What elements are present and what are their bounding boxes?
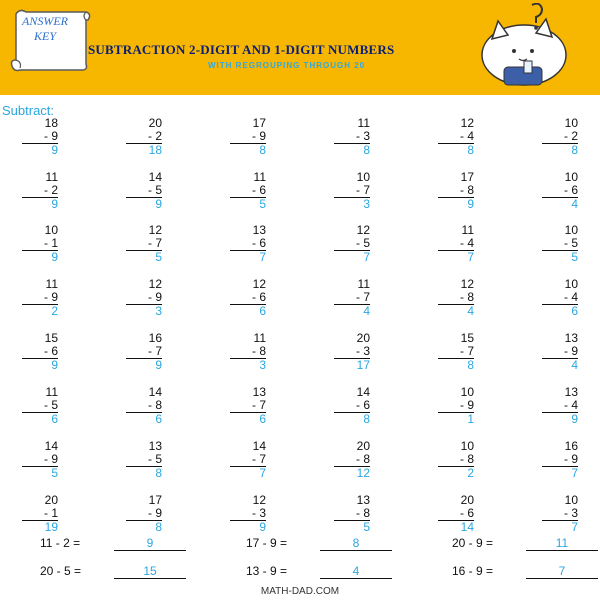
- subtrahend: - 9: [22, 453, 58, 467]
- equation-text: 17 - 9 =: [246, 536, 288, 550]
- minuend: 18: [44, 116, 58, 130]
- answer-value: 4: [467, 304, 474, 318]
- minuend: 20: [356, 439, 370, 453]
- subtrahend: - 8: [334, 453, 370, 467]
- minuend: 15: [460, 331, 474, 345]
- minuend: 14: [148, 385, 162, 399]
- minuend: 11: [253, 331, 266, 345]
- minuend: 11: [45, 385, 58, 399]
- subtrahend: - 6: [542, 184, 578, 198]
- subtrahend: - 9: [126, 507, 162, 521]
- horizontal-problem: [40, 536, 186, 551]
- answer-value: 2: [51, 304, 58, 318]
- minuend: 10: [564, 116, 578, 130]
- minuend: 17: [252, 116, 266, 130]
- subtrahend: - 7: [334, 291, 370, 305]
- minuend: 13: [564, 385, 578, 399]
- equation-text: 16 - 9 =: [452, 564, 494, 578]
- problem-item: [444, 171, 474, 211]
- answer-value: 8: [467, 143, 474, 157]
- horizontal-problem: [40, 564, 186, 579]
- answer-value: 6: [571, 304, 578, 318]
- problem-item: [548, 117, 578, 157]
- answer-value: 3: [155, 304, 162, 318]
- answer-value: 7: [571, 466, 578, 480]
- answer-blank: 11: [526, 536, 598, 551]
- answer-value: 3: [363, 197, 370, 211]
- minuend: 17: [460, 170, 474, 184]
- answer-value: 7: [259, 466, 266, 480]
- subtrahend: - 2: [22, 184, 58, 198]
- answer-value: 12: [356, 466, 370, 480]
- minuend: 11: [45, 277, 58, 291]
- subtrahend: - 9: [22, 291, 58, 305]
- minuend: 11: [45, 170, 58, 184]
- footer-site-name: MATH-DAD.COM: [260, 586, 340, 597]
- subtrahend: - 7: [126, 345, 162, 359]
- answer-value: 9: [571, 412, 578, 426]
- minuend: 11: [253, 170, 266, 184]
- answer-value: 14: [460, 520, 474, 534]
- subtrahend: - 7: [126, 237, 162, 251]
- problem-item: [236, 386, 266, 426]
- answer-value: 19: [44, 520, 58, 534]
- minuend: 12: [148, 277, 162, 291]
- answer-value: 7: [571, 520, 578, 534]
- subtrahend: - 4: [542, 291, 578, 305]
- subtrahend: - 7: [438, 345, 474, 359]
- problem-item: [132, 440, 162, 480]
- subtrahend: - 6: [230, 291, 266, 305]
- minuend: 13: [148, 439, 162, 453]
- subtrahend: - 8: [334, 507, 370, 521]
- answer-value: 9: [51, 197, 58, 211]
- answer-blank: 4: [320, 564, 392, 579]
- minuend: 11: [357, 277, 370, 291]
- problem-item: [236, 117, 266, 157]
- answer-value: 9: [51, 358, 58, 372]
- answer-value: 6: [259, 412, 266, 426]
- problem-item: [236, 224, 266, 264]
- minuend: 14: [44, 439, 58, 453]
- answer-value: 5: [51, 466, 58, 480]
- problem-item: [548, 224, 578, 264]
- subtrahend: - 3: [334, 345, 370, 359]
- problem-item: [132, 278, 162, 318]
- problem-item: [548, 494, 578, 534]
- subtrahend: - 6: [230, 237, 266, 251]
- problem-item: [340, 386, 370, 426]
- subtrahend: - 7: [230, 453, 266, 467]
- answer-blank: 9: [114, 536, 186, 551]
- minuend: 12: [460, 116, 474, 130]
- problem-item: [132, 386, 162, 426]
- problem-item: [444, 117, 474, 157]
- subtrahend: - 5: [126, 184, 162, 198]
- minuend: 20: [356, 331, 370, 345]
- minuend: 14: [356, 385, 370, 399]
- answer-value: 4: [571, 197, 578, 211]
- answer-value: 7: [259, 250, 266, 264]
- answer-value: 8: [467, 358, 474, 372]
- answer-value: 5: [363, 520, 370, 534]
- problem-item: [236, 494, 266, 534]
- answer-value: 1: [467, 412, 474, 426]
- problem-item: [340, 171, 370, 211]
- subtrahend: - 5: [126, 453, 162, 467]
- subtrahend: - 3: [334, 130, 370, 144]
- answer-value: 4: [363, 304, 370, 318]
- minuend: 16: [564, 439, 578, 453]
- minuend: 12: [356, 223, 370, 237]
- problem-item: [132, 171, 162, 211]
- minuend: 12: [252, 493, 266, 507]
- subtrahend: - 7: [230, 399, 266, 413]
- subtrahend: - 3: [542, 507, 578, 521]
- answer-value: 3: [259, 358, 266, 372]
- answer-value: 8: [571, 143, 578, 157]
- answer-value: 9: [51, 143, 58, 157]
- problem-item: [340, 440, 370, 480]
- subtrahend: - 9: [126, 291, 162, 305]
- minuend: 13: [252, 385, 266, 399]
- answer-value: 5: [571, 250, 578, 264]
- minuend: 16: [148, 331, 162, 345]
- problem-item: [444, 386, 474, 426]
- problem-item: [132, 117, 162, 157]
- minuend: 20: [44, 493, 58, 507]
- subtrahend: - 4: [542, 399, 578, 413]
- minuend: 10: [356, 170, 370, 184]
- equation-text: 13 - 9 =: [246, 564, 288, 578]
- answer-value: 17: [356, 358, 370, 372]
- subtrahend: - 6: [438, 507, 474, 521]
- problem-item: [340, 117, 370, 157]
- problem-item: [548, 278, 578, 318]
- answer-key-badge: [14, 14, 76, 44]
- answer-key-line-1: ANSWER: [22, 14, 68, 28]
- answer-blank: 15: [114, 564, 186, 579]
- subtrahend: - 3: [230, 507, 266, 521]
- problem-item: [28, 386, 58, 426]
- answer-value: 9: [51, 250, 58, 264]
- answer-key-line-2: KEY: [33, 29, 56, 43]
- answer-value: 6: [155, 412, 162, 426]
- minuend: 10: [564, 277, 578, 291]
- subtrahend: - 6: [22, 345, 58, 359]
- equation-text: 11 - 2 =: [40, 536, 81, 550]
- minuend: 12: [252, 277, 266, 291]
- problem-item: [340, 332, 370, 372]
- horizontal-problem: [452, 536, 598, 551]
- answer-value: 8: [155, 466, 162, 480]
- minuend: 13: [564, 331, 578, 345]
- minuend: 10: [564, 170, 578, 184]
- equation-text: 20 - 9 =: [452, 536, 494, 550]
- problem-item: [444, 494, 474, 534]
- page-subtitle: WITH REGROUPING THROUGH 20: [208, 61, 366, 70]
- minuend: 17: [148, 493, 162, 507]
- subtrahend: - 9: [542, 453, 578, 467]
- horizontal-problem: [246, 564, 392, 579]
- subtrahend: - 5: [22, 399, 58, 413]
- subtrahend: - 5: [542, 237, 578, 251]
- answer-value: 5: [155, 250, 162, 264]
- answer-value: 18: [148, 143, 162, 157]
- minuend: 12: [460, 277, 474, 291]
- minuend: 15: [44, 331, 58, 345]
- subtrahend: - 8: [438, 453, 474, 467]
- answer-value: 9: [259, 520, 266, 534]
- subtrahend: - 1: [22, 507, 58, 521]
- problem-item: [28, 332, 58, 372]
- answer-value: 5: [259, 197, 266, 211]
- subtrahend: - 2: [542, 130, 578, 144]
- minuend: 14: [252, 439, 266, 453]
- horizontal-problem: [246, 536, 392, 551]
- minuend: 13: [356, 493, 370, 507]
- problem-item: [132, 332, 162, 372]
- answer-value: 9: [155, 358, 162, 372]
- minuend: 10: [44, 223, 58, 237]
- problem-item: [236, 332, 266, 372]
- subtrahend: - 9: [22, 130, 58, 144]
- answer-value: 7: [467, 250, 474, 264]
- answer-value: 8: [259, 143, 266, 157]
- subtrahend: - 8: [230, 345, 266, 359]
- subtrahend: - 9: [542, 345, 578, 359]
- answer-value: 8: [155, 520, 162, 534]
- answer-value: 6: [259, 304, 266, 318]
- subtrahend: - 9: [438, 399, 474, 413]
- answer-value: 8: [363, 412, 370, 426]
- subtrahend: - 7: [334, 184, 370, 198]
- problem-item: [132, 494, 162, 534]
- subtrahend: - 6: [334, 399, 370, 413]
- answer-value: 8: [363, 143, 370, 157]
- equation-text: 20 - 5 =: [40, 564, 82, 578]
- answer-blank: 8: [320, 536, 392, 551]
- problem-item: [236, 171, 266, 211]
- problem-item: [28, 494, 58, 534]
- subtrahend: - 5: [334, 237, 370, 251]
- horizontal-problem: [452, 564, 598, 579]
- problem-item: [28, 440, 58, 480]
- problem-item: [28, 171, 58, 211]
- problem-item: [340, 224, 370, 264]
- problem-item: [340, 494, 370, 534]
- problem-item: [28, 117, 58, 157]
- problem-item: [340, 278, 370, 318]
- problem-item: [236, 278, 266, 318]
- minuend: 20: [148, 116, 162, 130]
- subtrahend: - 8: [438, 291, 474, 305]
- answer-value: 9: [155, 197, 162, 211]
- problem-item: [548, 440, 578, 480]
- answer-value: 2: [467, 466, 474, 480]
- minuend: 13: [252, 223, 266, 237]
- problem-item: [444, 332, 474, 372]
- problem-item: [548, 171, 578, 211]
- subtrahend: - 6: [230, 184, 266, 198]
- minuend: 11: [461, 223, 474, 237]
- minuend: 10: [460, 385, 474, 399]
- instruction-label: Subtract:: [2, 103, 55, 118]
- problem-item: [132, 224, 162, 264]
- minuend: 10: [564, 223, 578, 237]
- header-banner: [0, 0, 600, 95]
- subtrahend: - 8: [438, 184, 474, 198]
- subtrahend: - 4: [438, 130, 474, 144]
- minuend: 14: [148, 170, 162, 184]
- subtrahend: - 9: [230, 130, 266, 144]
- subtrahend: - 2: [126, 130, 162, 144]
- minuend: 20: [460, 493, 474, 507]
- page-title: SUBTRACTION 2-DIGIT AND 1-DIGIT NUMBERS: [88, 42, 395, 57]
- problem-item: [444, 278, 474, 318]
- subtrahend: - 1: [22, 237, 58, 251]
- answer-value: 4: [571, 358, 578, 372]
- problem-item: [548, 386, 578, 426]
- answer-value: 7: [363, 250, 370, 264]
- problem-item: [28, 278, 58, 318]
- problem-item: [444, 224, 474, 264]
- problem-item: [548, 332, 578, 372]
- minuend: 10: [564, 493, 578, 507]
- answer-blank: 7: [526, 564, 598, 579]
- problem-item: [444, 440, 474, 480]
- problem-item: [236, 440, 266, 480]
- answer-value: 9: [467, 197, 474, 211]
- minuend: 10: [460, 439, 474, 453]
- answer-value: 6: [51, 412, 58, 426]
- minuend: 11: [357, 116, 370, 130]
- subtrahend: - 8: [126, 399, 162, 413]
- subtrahend: - 4: [438, 237, 474, 251]
- cat-mascot-icon: [474, 3, 574, 89]
- problem-item: [28, 224, 58, 264]
- minuend: 12: [148, 223, 162, 237]
